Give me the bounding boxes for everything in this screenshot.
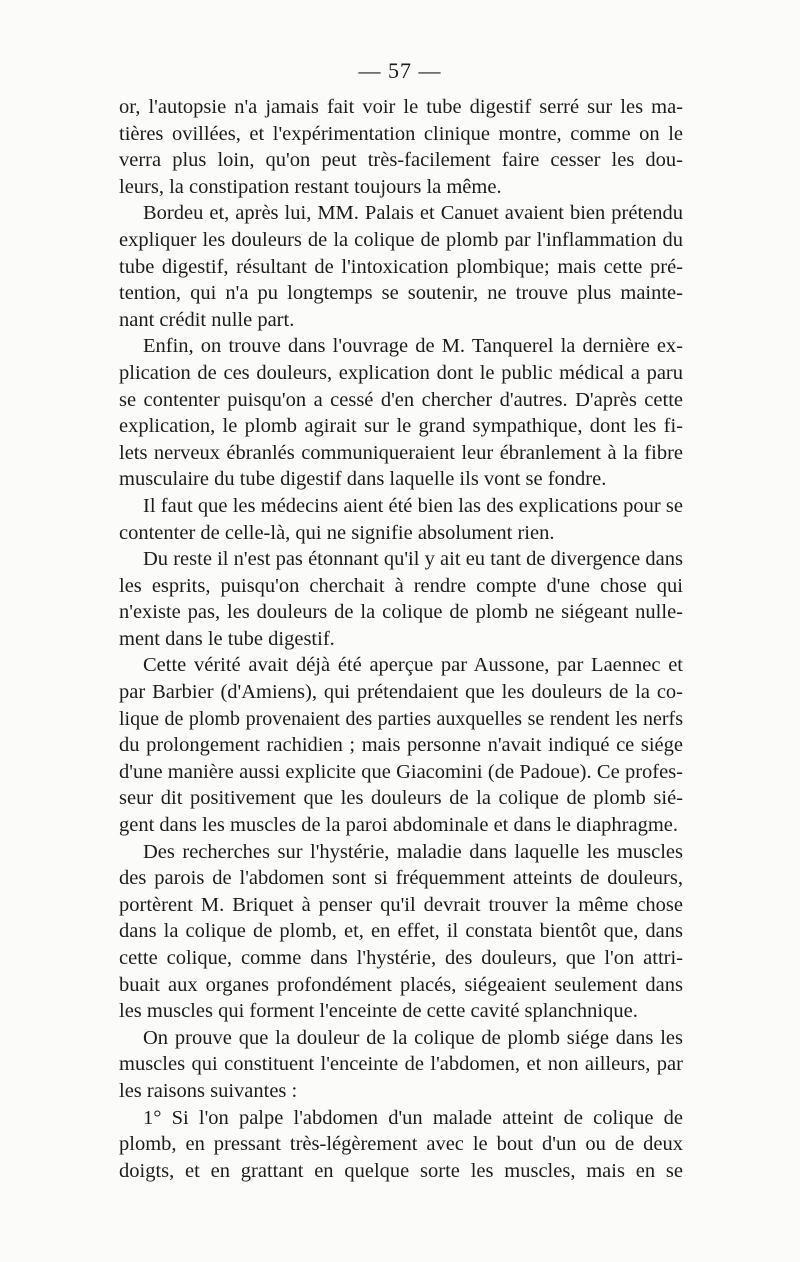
text-line: du prolongement rachidien ; mais personne n'avait indiqué ce siége — [119, 734, 683, 757]
text-line: contenter de celle-là, qui ne signifie absolument rien. — [119, 521, 555, 544]
text-line: ment dans le tube digestif. — [119, 627, 335, 650]
text-line: 1° Si l'on palpe l'abdomen d'un malade atteint de colique de — [143, 1106, 683, 1129]
text-line: des parois de l'abdomen sont si fréquemment atteints de douleurs, — [119, 867, 683, 890]
text-line: expliquer les douleurs de la colique de plomb par l'inflammation du — [119, 228, 683, 251]
text-line: plomb, en pressant très-légèrement avec le bout d'un ou de deux — [119, 1133, 683, 1156]
text-line: les esprits, puisqu'on cherchait à rendre compte d'une chose qui — [119, 574, 683, 597]
text-line: Des recherches sur l'hystérie, maladie dans laquelle les muscles — [143, 840, 683, 863]
text-line: Cette vérité avait déjà été aperçue par Aussone, par Laennec et — [143, 654, 683, 677]
text-line: musculaire du tube digestif dans laquelle ils vont se fondre. — [119, 468, 607, 491]
text-line: se contenter puisqu'on a cessé d'en chercher d'autres. D'après cette — [119, 388, 683, 411]
text-line: Du reste il n'est pas étonnant qu'il y ait eu tant de divergence dans — [143, 548, 683, 571]
text-line: tention, qui n'a pu longtemps se soutenir, ne trouve plus mainte- — [119, 282, 683, 305]
text-line: leurs, la constipation restant toujours la même. — [119, 175, 502, 198]
body-text — [119, 94, 683, 1184]
text-line: seur dit positivement que les douleurs de la colique de plomb sié- — [119, 787, 683, 810]
text-line: cette colique, comme dans l'hystérie, des douleurs, que l'on attri- — [119, 947, 683, 969]
text-line: les raisons suivantes : — [119, 1079, 298, 1102]
page-number: — 57 — — [358, 58, 442, 83]
text-line: tières ovillées, et l'expérimentation clinique montre, comme on le — [119, 122, 683, 145]
text-line: verra plus loin, qu'on peut très-facilement faire cesser les dou- — [119, 149, 683, 172]
text-line: lique de plomb provenaient des parties auxquelles se rendent les nerfs — [119, 707, 683, 730]
text-line: On prouve que la douleur de la colique de plomb siége dans les — [143, 1026, 683, 1049]
text-line: d'une manière aussi explicite que Giacomini (de Padoue). Ce profes- — [119, 760, 683, 783]
text-line: buait aux organes profondément placés, siégeaient seulement dans — [119, 973, 683, 996]
text-line: lets nerveux ébranlés communiqueraient leur ébranlement à la fibre — [119, 441, 683, 464]
text-line: Il faut que les médecins aient été bien las des explications pour se — [143, 494, 683, 517]
text-line: portèrent M. Briquet à penser qu'il devrait trouver la même chose — [119, 893, 683, 916]
text-line: doigts, et en grattant en quelque sorte les muscles, mais en se — [119, 1159, 683, 1182]
text-line: les muscles qui forment l'enceinte de cette cavité splanchnique. — [119, 1000, 638, 1023]
text-line: gent dans les muscles de la paroi abdominale et dans le diaphragme. — [119, 814, 679, 837]
text-line: par Barbier (d'Amiens), qui prétendaient que les douleurs de la co- — [119, 681, 683, 704]
text-line: Bordeu et, après lui, MM. Palais et Canuet avaient bien prétendu — [143, 202, 683, 225]
text-line: explication, le plomb agirait sur le grand sympathique, dont les fi- — [119, 415, 683, 438]
text-line: tube digestif, résultant de l'intoxication plombique; mais cette pré- — [119, 255, 683, 278]
text-line: dans la colique de plomb, et, en effet, il constata bientôt que, dans — [119, 920, 683, 943]
text-line: plication de ces douleurs, explication dont le public médical a paru — [119, 361, 683, 384]
text-line: Enfin, on trouve dans l'ouvrage de M. Tanquerel la dernière ex- — [143, 335, 683, 358]
text-line: n'existe pas, les douleurs de la colique de plomb ne siégeant nulle- — [119, 601, 683, 624]
text-line: nant crédit nulle part. — [119, 308, 295, 331]
text-line: or, l'autopsie n'a jamais fait voir le tube digestif serré sur les ma- — [119, 96, 683, 118]
text-line: muscles qui constituent l'enceinte de l'abdomen, et non ailleurs, par — [119, 1053, 683, 1076]
